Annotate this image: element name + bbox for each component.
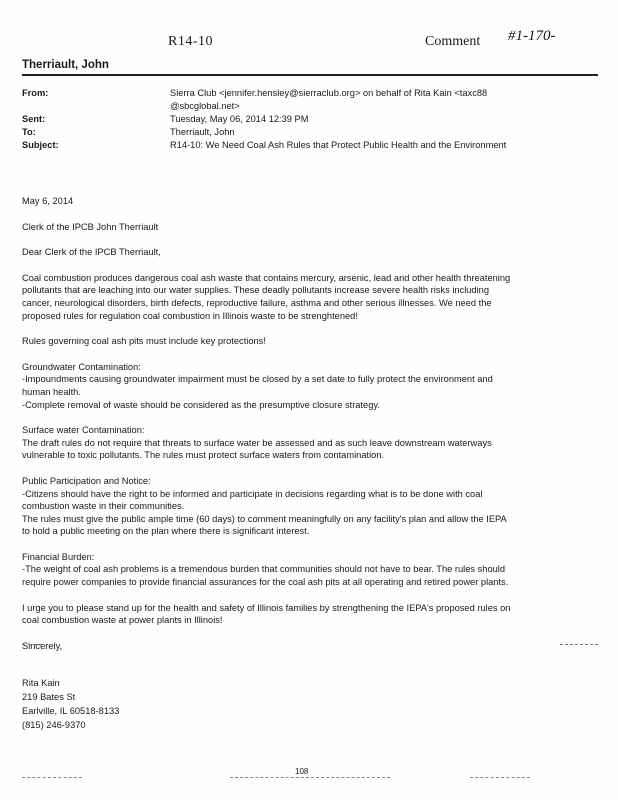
footer-divider [22,777,82,778]
subject-row [22,139,602,152]
from-value [170,87,570,113]
closing-line: I urge you to please stand up for the health and safety of Illinois families by strengthening the IEPA's proposed rules on [22,602,511,613]
intro-line: proposed rules for regulation coal combustion in Illinois waste to be strenghtened! [22,310,358,321]
to-value: Therriault, John [170,127,235,137]
docket-stamp: R14-10 [168,34,213,49]
groundwater-line: human health. [22,386,81,397]
financial-section [22,551,562,589]
intro-line: pollutants that are leaching into our water supplies. These deadly pollutants increase severe health risks including [22,285,490,296]
to-label: To: [22,127,36,137]
closing-paragraph [22,602,562,627]
subject-value: R14-10: We Need Coal Ash Rules that Protect Public Health and the Environment [170,140,507,150]
sent-row [22,113,602,126]
intro-line: cancer, neurological disorders, birth defects, reproductive failure, asthma and other serious illnesses. We need the [22,297,492,308]
sent-value: Tuesday, May 06, 2014 12:39 PM [170,114,309,124]
groundwater-line: -Impoundments causing groundwater impairment must be closed by a set date to fully protect the environment and [22,374,493,385]
signer-phone: (815) 246-9370 [22,720,86,730]
letter-date: May 6, 2014 [22,196,74,206]
participation-heading: Public Participation and Notice: [22,475,151,486]
surface-water-line: The draft rules do not require that threats to surface water be assessed and as such leave downstream waterways [22,437,492,448]
mailbox-owner-name: Therriault, John [22,59,109,71]
from-label: From: [22,88,49,98]
signer-name: Rita Kain [22,678,60,688]
participation-line: -Citizens should have the right to be informed and participate in decisions regarding what is to be done with coal [22,488,483,499]
participation-section [22,475,562,538]
letter-body [22,195,562,665]
page-number: 108 [295,767,309,776]
signer-street: 219 Bates St [22,692,76,702]
comment-stamp: Comment [425,34,481,49]
closing-line: coal combustion waste at power plants in Illinois! [22,615,223,626]
surface-water-heading: Surface water Contamination: [22,425,145,436]
participation-line: combustion waste in their communities. [22,501,185,512]
footer-divider [230,777,390,778]
scan-underline-mark [22,644,42,645]
surface-water-line: vulnerable to toxic pollutants. The rules must protect surface waters from contamination. [22,450,385,461]
subject-label: Subject: [22,140,59,150]
scan-underline-mark [560,644,598,645]
to-row [22,126,602,139]
comment-number: #1-170- [508,28,556,44]
groundwater-line: -Complete removal of waste should be considered as the presumptive closure strategy. [22,399,380,410]
from-line: Sierra Club <jennifer.hensley@sierraclub.org> on behalf of Rita Kain <taxc88 [170,88,488,98]
financial-line: -The weight of coal ash problems is a tremendous burden that communities should not have to bear. The rules should [22,564,506,575]
participation-line: The rules must give the public ample time (60 days) to comment meaningfully on any facility's plan and allow the IEPA [22,513,507,524]
intro-paragraph [22,272,562,322]
letter-salutation: Dear Clerk of the IPCB Therriault, [22,247,161,258]
key-protections-paragraph: Rules governing coal ash pits must include key protections! [22,336,266,347]
signoff: Sincerely, [22,640,63,651]
letter-addressee: Clerk of the IPCB John Therriault [22,221,159,232]
signature-block [22,676,119,732]
intro-line: Coal combustion produces dangerous coal ash waste that contains mercury, arsenic, lead and other health threatening [22,272,511,283]
email-header [22,87,602,152]
from-line: @sbcglobal.net> [170,101,240,111]
financial-line: require power companies to provide financial assurances for the coal ash pits at all operating and retired power plants. [22,577,509,588]
financial-heading: Financial Burden: [22,551,95,562]
surface-water-section [22,424,562,462]
groundwater-section [22,361,562,411]
header-divider [22,74,598,76]
footer-divider [470,777,530,778]
sent-label: Sent: [22,114,46,124]
from-row [22,87,602,113]
participation-line: to hold a public meeting on the plan where there is significant interest. [22,526,310,537]
groundwater-heading: Groundwater Contamination: [22,361,141,372]
signer-city: Earlville, IL 60518-8133 [22,706,120,716]
